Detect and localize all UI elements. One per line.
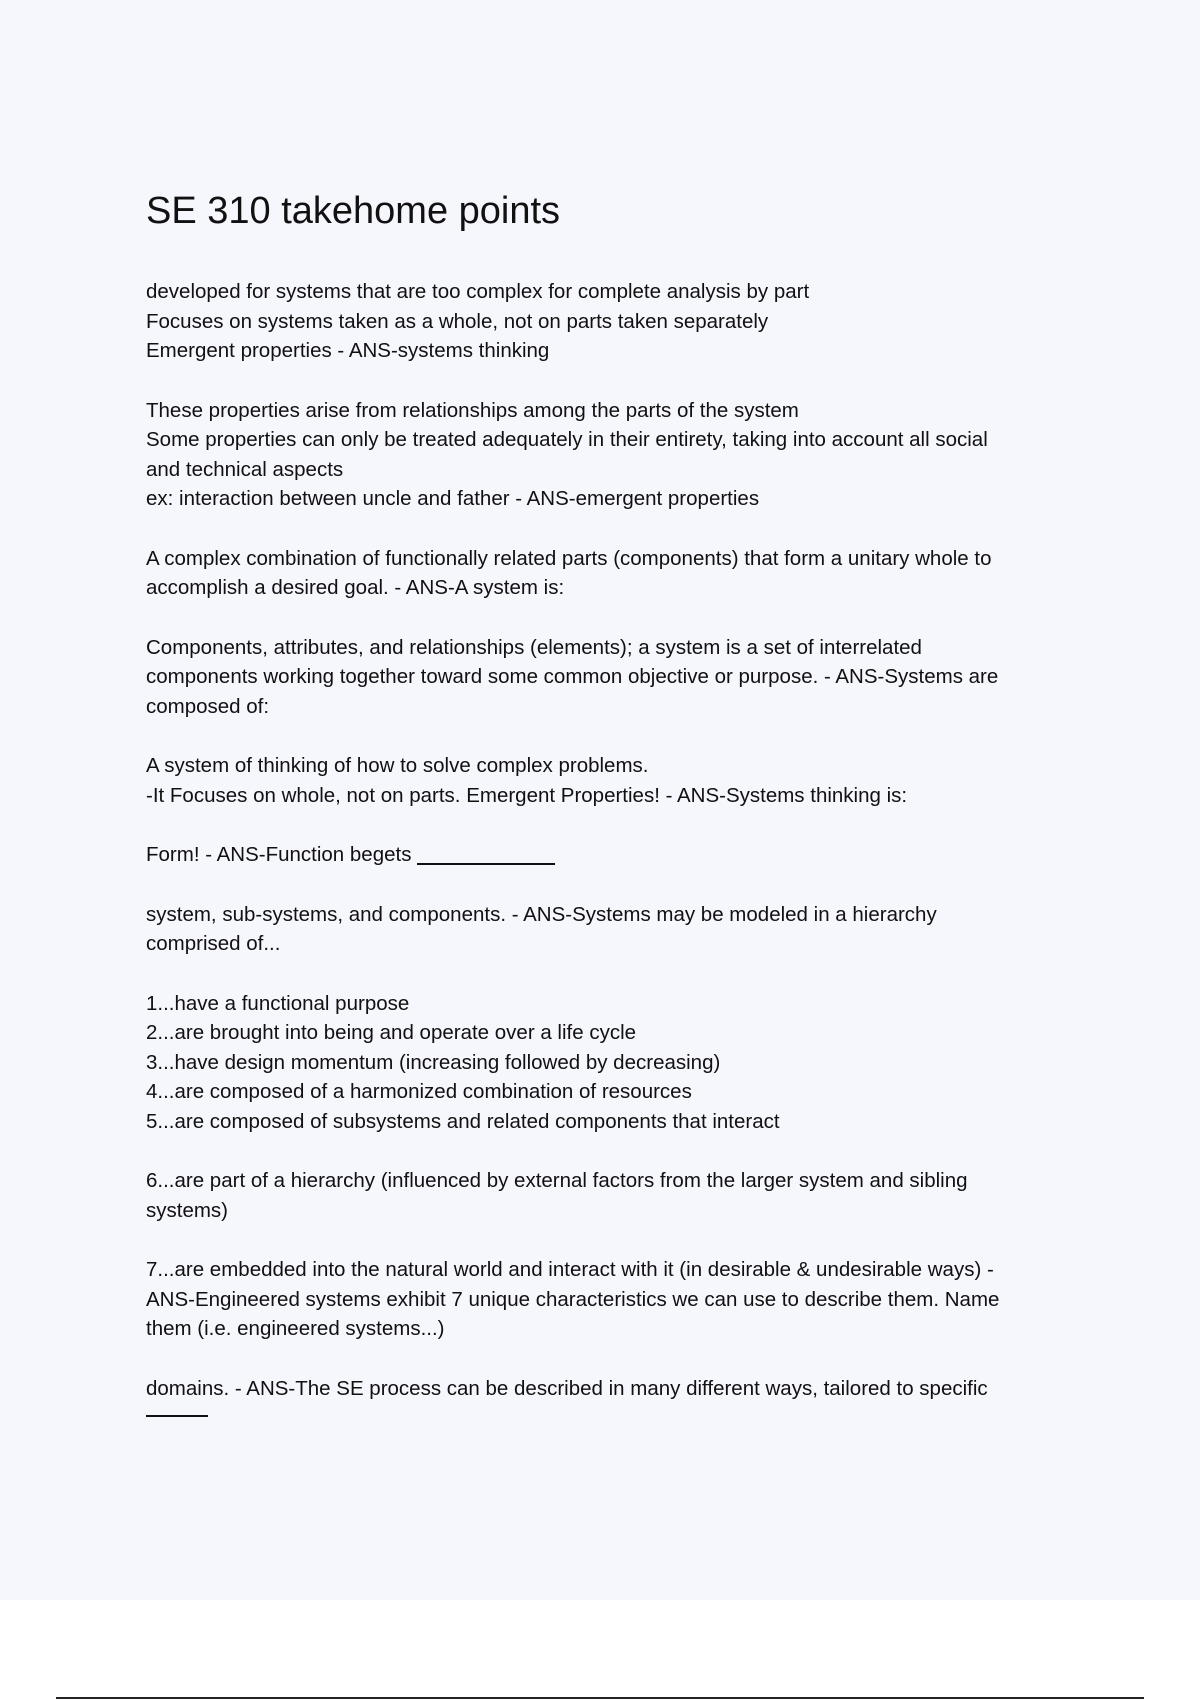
text-line: them (i.e. engineered systems...) [146,1317,445,1340]
text-line: systems) [146,1198,228,1222]
document-content [146,185,1086,1417]
text-line: domains. - ANS-The SE process can be described in many different ways, tailored to specific [146,1376,988,1400]
list-item: 5...are composed of subsystems and related components that interact [146,1109,780,1133]
fill-in-blank [146,1415,208,1417]
document-body [146,277,1086,1417]
paragraph-characteristic-7 [146,1255,1086,1344]
paragraph-systems-composed-of [146,633,1086,722]
paragraph-se-process [146,1374,1086,1404]
list-item: 3...have design momentum (increasing followed by decreasing) [146,1050,721,1074]
footer-divider [56,1697,1144,1699]
text-line: A complex combination of functionally related parts (components) that form a unitary whole to [146,546,992,570]
text-line: These properties arise from relationships among the parts of the system [146,398,799,422]
paragraph-hierarchy [146,900,1086,959]
paragraph-systems-thinking-is [146,751,1086,810]
text-line: Some properties can only be treated adequately in their entirety, taking into account all social [146,428,988,451]
paragraph-systems-thinking [146,277,1086,366]
text-line: components working together toward some common objective or purpose. - ANS-Systems are [146,665,999,688]
paragraph-function-begets [146,840,1086,870]
text-line-with-blank [146,840,1086,870]
paragraph-characteristics-list [146,989,1086,1137]
list-item: 2...are brought into being and operate over a life cycle [146,1021,637,1044]
paragraph-characteristic-6 [146,1166,1086,1225]
text-line: developed for systems that are too complex for complete analysis by part [146,280,810,303]
text-line: 7...are embedded into the natural world and interact with it (in desirable & undesirable ways) - [146,1258,994,1281]
document-title: SE 310 takehome points [146,190,561,232]
fill-in-blank [417,843,555,865]
paragraph-a-system-is [146,544,1086,603]
text-line: Form! - ANS-Function begets [146,843,412,866]
text-line: accomplish a desired goal. - ANS-A system is: [146,576,565,599]
text-line: ANS-Engineered systems exhibit 7 unique characteristics we can use to describe them. Name [146,1287,1000,1311]
text-line: composed of: [146,694,270,718]
text-line: and technical aspects [146,457,344,481]
text-line: Focuses on systems taken as a whole, not on parts taken separately [146,309,769,333]
list-item: 4...are composed of a harmonized combination of resources [146,1080,692,1103]
text-line: A system of thinking of how to solve complex problems. [146,754,649,777]
text-line: ex: interaction between uncle and father - ANS-emergent properties [146,487,760,510]
text-line: -It Focuses on whole, not on parts. Emergent Properties! - ANS-Systems thinking is: [146,783,908,807]
text-line: comprised of... [146,932,281,955]
list-item: 1...have a functional purpose [146,991,410,1015]
text-line: Components, attributes, and relationships (elements); a system is a set of interrelated [146,635,922,659]
text-line: system, sub-systems, and components. - ANS-Systems may be modeled in a hierarchy [146,902,937,926]
text-line: Emergent properties - ANS-systems thinking [146,339,550,362]
text-line: 6...are part of a hierarchy (influenced by external factors from the larger system and sibling [146,1169,968,1192]
paragraph-emergent-properties [146,396,1086,514]
